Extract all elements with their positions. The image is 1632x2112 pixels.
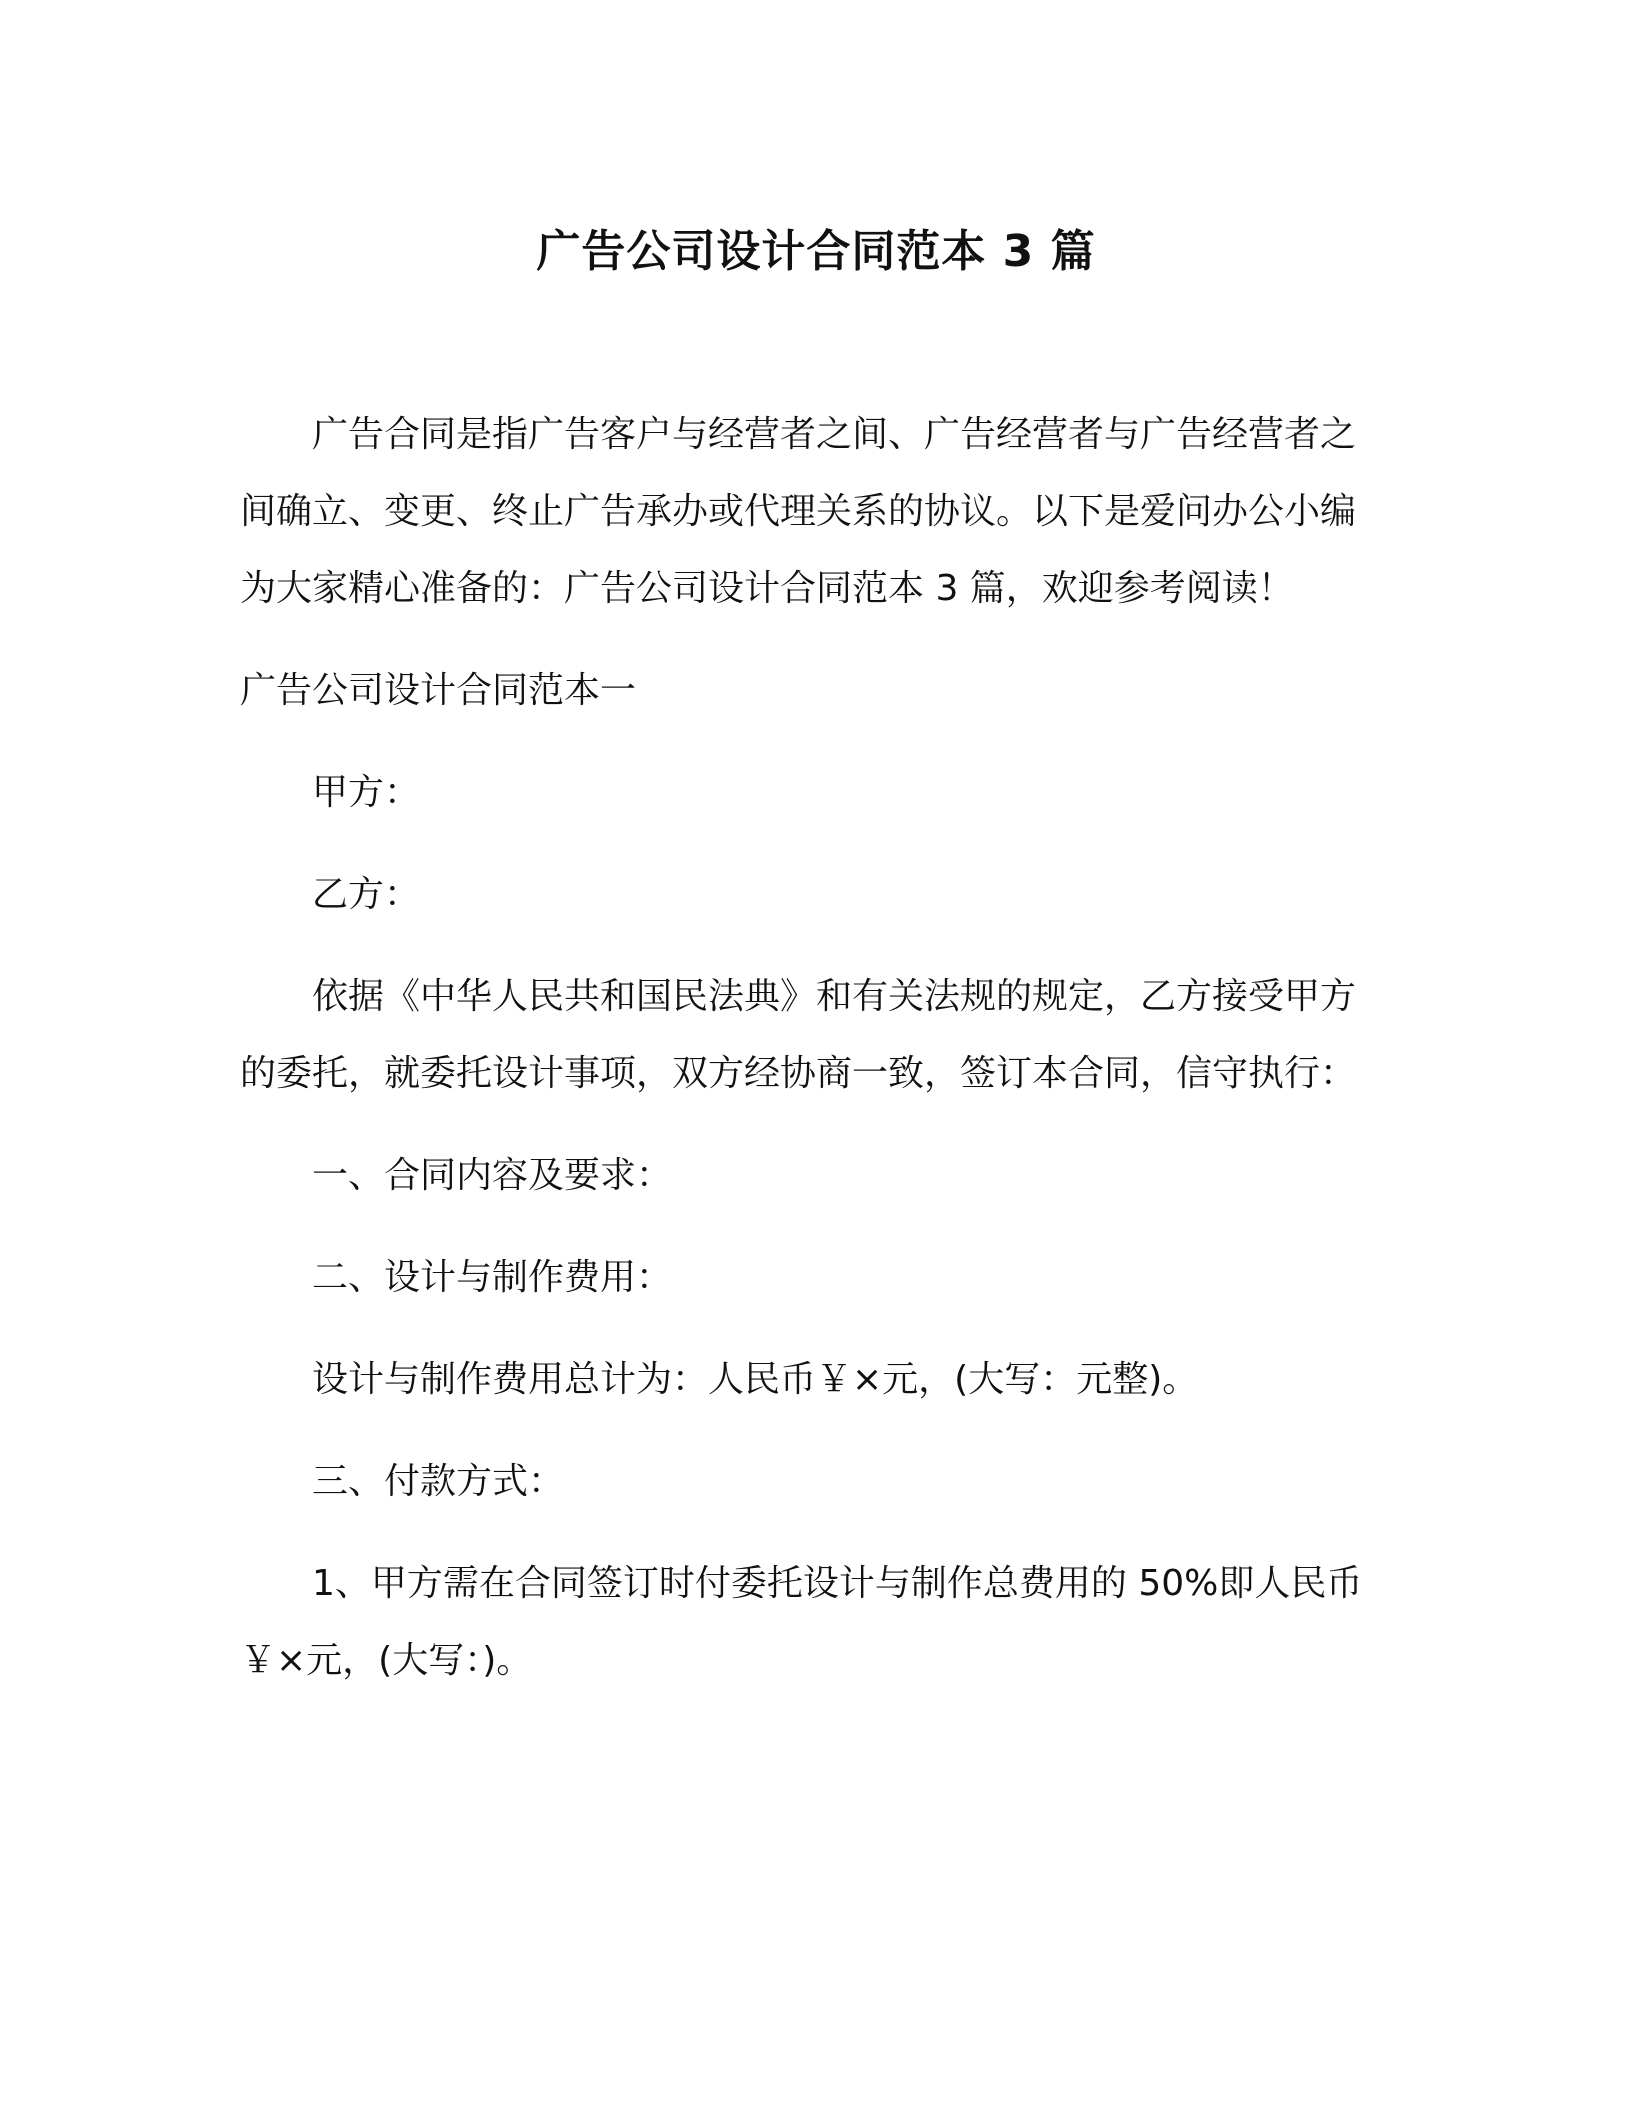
clause-content-heading: 一、合同内容及要求： [312,1155,673,1196]
fee-total-paragraph: 设计与制作费用总计为：人民币￥×元，(大写：元整)。 [312,1359,1199,1400]
document-body [240,396,1364,1699]
clause-fee-heading: 二、设计与制作费用： [312,1257,673,1298]
clause-payment-heading: 三、付款方式： [312,1461,565,1502]
document-title: 广告公司设计合同范本 3 篇 [536,226,1096,277]
payment-item-1: 1、甲方需在合同签订时付委托设计与制作总费用的 50%即人民币￥×元，(大写：)。 [240,1563,1363,1681]
section-heading: 广告公司设计合同范本一 [240,670,637,711]
intro-paragraph: 广告合同是指广告客户与经营者之间、广告经营者与广告经营者之间确立、变更、终止广告承办或代理关系的协议。以下是爱问办公小编为大家精心准备的：广告公司设计合同范本 3 篇，欢迎参考阅读！ [240,414,1357,609]
contract-basis-paragraph: 依据《中华人民共和国民法典》和有关法规的规定，乙方接受甲方的委托，就委托设计事项，双方经协商一致，签订本合同，信守执行： [240,976,1357,1094]
party-a-label: 甲方： [312,772,421,813]
party-b-label: 乙方： [312,874,421,915]
